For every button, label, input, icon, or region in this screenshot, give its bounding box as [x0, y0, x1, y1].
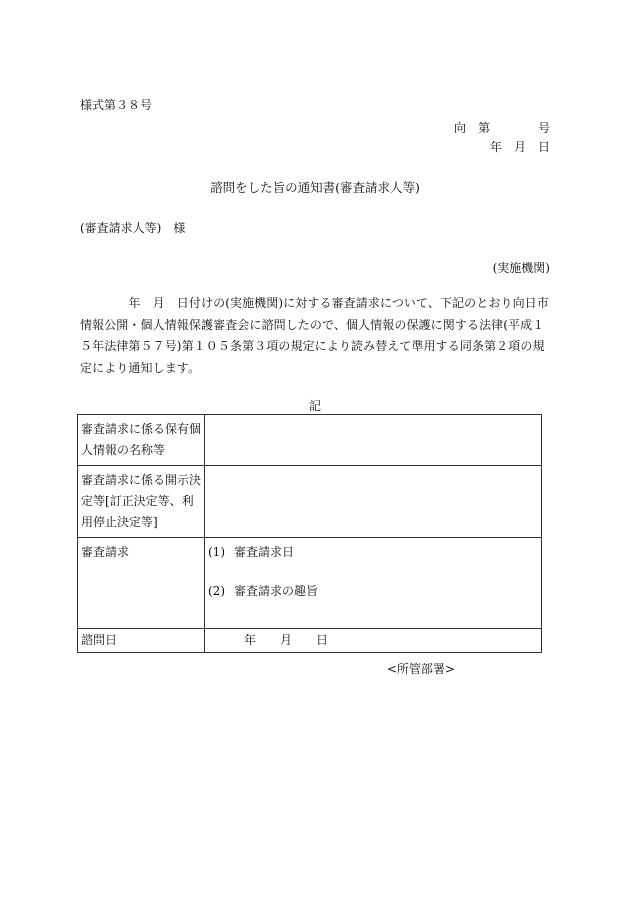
request-purpose-item: [208, 581, 538, 602]
row-value-disclosure-decision: [205, 466, 542, 538]
row-label-consultation-date: 諮問日: [78, 629, 205, 653]
item-number: (2): [208, 584, 225, 598]
sender-agency: (実施機関): [492, 261, 550, 275]
table-row: [78, 538, 542, 629]
body-paragraph: 年 月 日付けの(実施機関)に対する審査請求について、下記のとおり向日市情報公開・個人情報保護審査会に諮問したので、個人情報の保護に関する法律(平成１５年法律第５７号)第１０５条第３項の規定により読み替えて準用する同条第２項の規定により通知します。: [80, 296, 549, 375]
table-row: [78, 415, 542, 466]
table-row: [78, 629, 542, 653]
item-text: 審査請求の趣旨: [234, 584, 319, 598]
document-title: 諮問をした旨の通知書(審査請求人等): [210, 180, 420, 195]
addressee: (審査請求人等) 様: [80, 221, 186, 235]
row-value-request: [205, 538, 542, 629]
row-value-personal-info-name: [205, 415, 542, 466]
request-date-item: [208, 542, 538, 563]
item-number: (1): [208, 545, 225, 559]
item-text: 審査請求日: [234, 545, 295, 559]
form-number: 様式第３８号: [80, 98, 153, 112]
row-label-personal-info-name: 審査請求に係る保有個人情報の名称等: [78, 415, 205, 466]
row-label-request: 審査請求: [78, 538, 205, 629]
ki-heading: 記: [308, 399, 321, 413]
document-date: 年 月 日: [489, 140, 550, 154]
row-label-disclosure-decision: 審査請求に係る開示決定等[訂正決定等、利用停止決定等]: [78, 466, 205, 538]
details-table: [77, 414, 542, 653]
row-value-consultation-date: 年 月 日: [205, 629, 542, 653]
responsible-department: <所管部署>: [386, 662, 455, 676]
document-number: 向 第 号: [453, 121, 550, 135]
table-row: [78, 466, 542, 538]
